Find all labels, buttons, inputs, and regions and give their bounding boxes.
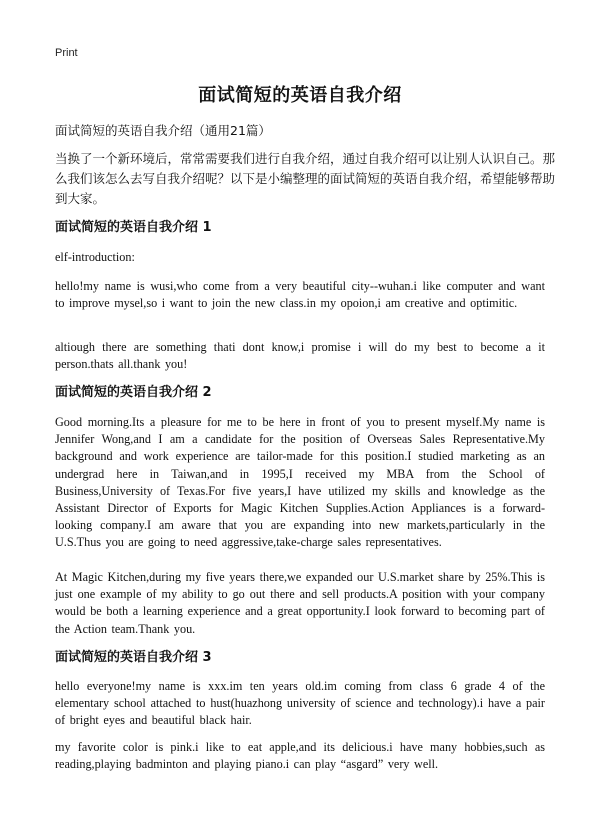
section-1-paragraph-2: hello!my name is wusi,who come from a very beautiful city--wuhan.i like computer and want to improve mysel,so i want to join the new class.in my opoion,i am creative and optimitic. <box>55 279 545 311</box>
section-3-paragraph-1: hello everyone!my name is xxx.im ten years old.im coming from class 6 grade 4 of the elementary school attached to hust(huazhong university of science and technology).i have a pair of bright eyes and beautiful black hair. <box>55 679 545 728</box>
section-1-paragraph-1: elf-introduction: <box>55 250 135 264</box>
section-2-paragraph-2: At Magic Kitchen,during my five years there,we expanded our U.S.market share by 25%.This is just one example of my ability to go out there and sell products.A position with your company would be both a learning experience and a great opportunity.I look forward to becoming part of the Action team.Thank you. <box>55 570 545 636</box>
document-title: 面试简短的英语自我介绍 <box>198 85 402 106</box>
document-subtitle: 面试简短的英语自我介绍（通用21篇） <box>55 123 271 138</box>
section-1-paragraph-3: altiough there are something thati dont know,i promise i will do my best to become a it person.thats all.thank you! <box>55 340 545 372</box>
section-3-paragraph-2: my favorite color is pink.i like to eat apple,and its delicious.i have many hobbies,such as reading,playing badminton and playing piano.i can play “asgard” very well. <box>55 740 545 772</box>
intro-paragraph: 当换了一个新环境后，常常需要我们进行自我介绍，通过自我介绍可以让别人认识自己。那么我们该怎么去写自我介绍呢？以下是小编整理的面试简短的英语自我介绍，希望能够帮助到大家。 <box>55 151 556 206</box>
section-heading-3: 面试简短的英语自我介绍 3 <box>55 650 212 665</box>
print-link[interactable]: Print <box>55 47 78 59</box>
section-2-paragraph-1: Good morning.Its a pleasure for me to be here in front of you to present myself.My name is Jennifer Wong,and I am a candidate for the position of Overseas Sales Representative.My background and work experience are tailor-made for this position.I studied marketing as an undergrad here in Taiwan,and in 1995,I received my MBA from the School of Business,University of Texas.For five years,I have utilized my skills and knowledge as the Assistant Director of Exports for Magic Kitchen Supplies.Action Appliances is a forward-looking company.I am aware that you are expanding into new markets,particularly in the U.S.Thus you are going to need aggressive,take-charge sales representatives. <box>55 415 545 550</box>
section-heading-1: 面试简短的英语自我介绍 1 <box>55 220 212 235</box>
section-heading-2: 面试简短的英语自我介绍 2 <box>55 385 212 400</box>
